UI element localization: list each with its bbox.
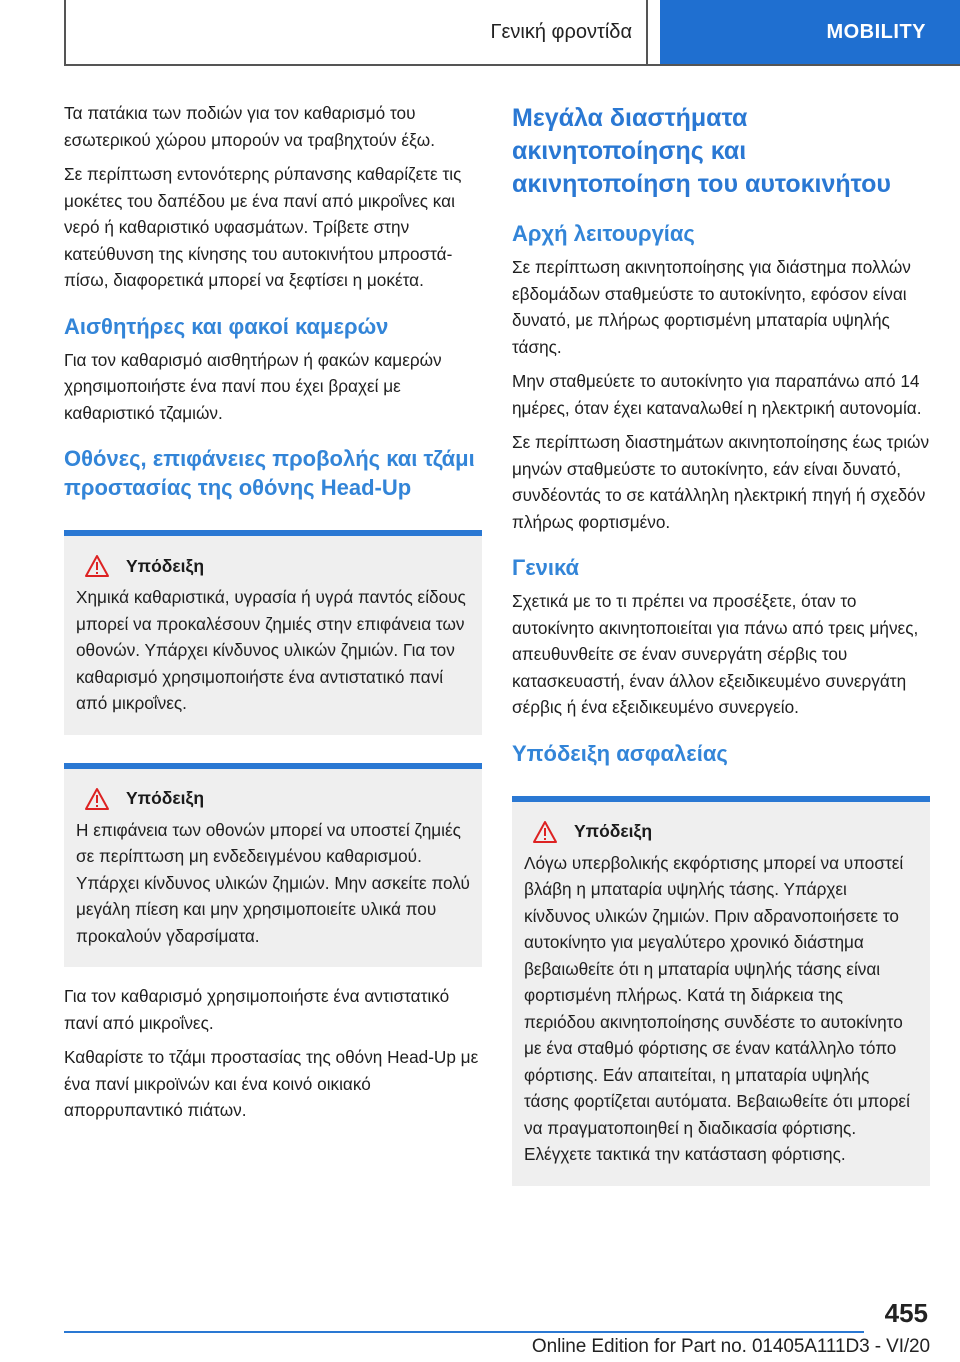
warning-note	[512, 796, 930, 1186]
note-header	[76, 554, 470, 578]
note-title: Υπόδειξη	[126, 788, 205, 808]
heading-screens: Οθόνες, επιφάνειες προβολής και τζάμι προστασίας της οθόνης Head-Up	[64, 446, 475, 500]
warning-note	[64, 530, 482, 735]
heading-safety: Υπόδειξη ασφαλείας	[512, 740, 728, 766]
section-title: Γενική φροντίδα	[66, 0, 648, 64]
page-number: 455	[884, 1298, 928, 1328]
chapter-tab: MOBILITY	[660, 0, 960, 64]
paragraph: Για τον καθαρισμό χρησιμοποιήστε ένα αντιστατικό πανί από μικροΐνες.	[64, 986, 450, 1033]
paragraph: Τα πατάκια των ποδιών για τον καθαρισμό του εσωτερικού χώρου μπορούν να τραβηχτούν έξω.	[64, 103, 435, 150]
footer-divider	[64, 1331, 864, 1333]
warning-triangle-icon	[84, 554, 110, 578]
warning-triangle-icon	[532, 820, 558, 844]
note-header	[524, 820, 918, 844]
paragraph: Σε περίπτωση εντονότερης ρύπανσης καθαρίζετε τις μοκέτες του δαπέδου με ένα πανί από μικροΐνες και νερό ή καθαριστικό υφασμάτων. Τρίβετε στην κατεύθυνση της κίνησης του αυτοκινήτου μπροστά-πίσω, διαφορετικά μπορεί να ξεφτίσει η μοκέτα.	[64, 164, 462, 290]
paragraph: Σε περίπτωση διαστημάτων ακινητοποίησης έως τριών μηνών σταθμεύστε το αυτοκίνητο, εάν είναι δυνατό, συνδέοντάς το σε κατάλληλη ηλεκτρική πηγή ή σχεδόν πλήρως φορτισμένο.	[512, 432, 930, 532]
left-column	[64, 100, 482, 1132]
heading-sensors: Αισθητήρες και φακοί καμερών	[64, 313, 389, 339]
heading-principle: Αρχή λειτουργίας	[512, 221, 695, 246]
warning-triangle-icon	[84, 787, 110, 811]
heading-general: Γενικά	[512, 555, 580, 580]
paragraph: Σε περίπτωση ακινητοποίησης για διάστημα πολλών εβδομάδων σταθμεύστε το αυτοκίνητο, εφόσον είναι δυνατό, με πλήρως φορτισμένη μπαταρία υψηλής τάσης.	[512, 257, 911, 357]
note-header	[76, 787, 470, 811]
paragraph: Καθαρίστε το τζάμι προστασίας της οθόνη Head-Up με ένα πανί μικροϊνών και ένα κοινό οικιακό απορρυπαντικό πιάτων.	[64, 1047, 479, 1120]
paragraph: Για τον καθαρισμό αισθητήρων ή φακών καμερών χρησιμοποιήστε ένα πανί που έχει βραχεί με καθαριστικό τζαμιών.	[64, 349, 442, 423]
paragraph: Σχετικά με το τι πρέπει να προσέξετε, όταν το αυτοκίνητο ακινητοποιείται για πάνω από τρεις μήνες, απευθυνθείτε σε έναν συνεργάτη σέρβις του κατασκευαστή, έναν άλλον εξειδικευμένο συνεργάτη σέρβις ή ένα εξειδικευμένο συνεργείο.	[512, 591, 919, 717]
note-text: Λόγω υπερβολικής εκφόρτισης μπορεί να υποστεί βλάβη η μπαταρία υψηλής τάσης. Υπάρχει κίνδυνος υλικών ζημιών. Πριν αδρανοποιήσετε το αυτοκίνητο για μεγαλύτερο χρονικό διάστημα βεβαιωθείτε ότι η μπαταρία υψηλής τάσης είναι φορτισμένη πλήρως. Κατά τη διάρκεια της περιόδου ακινητοποίησης συνδέστε το αυτοκίνητο με ένα σταθμό φόρτισης σε έναν κατάλληλο τόπο φόρτισης. Εάν απαιτείται, η μπαταρία υψηλής τάσης φορτίζεται αυτόματα. Βεβαιωθείτε ότι μπορεί να πραγματοποιηθεί η διαδικασία φόρτισης. Ελέγχετε τακτικά την κατάσταση φόρτισης.	[524, 852, 910, 1164]
edition-footer: Online Edition for Part no. 01405A111D3 - VI/20	[531, 1336, 930, 1357]
note-title: Υπόδειξη	[126, 555, 205, 576]
paragraph: Μην σταθμεύετε το αυτοκίνητο για παραπάνω από 14 ημέρες, όταν έχει καταναλωθεί η ηλεκτρική αυτονομία.	[512, 371, 922, 418]
note-text: Η επιφάνεια των οθονών μπορεί να υποστεί ζημιές σε περίπτωση μη ενδεδειγμένου καθαρισμού. Υπάρχει κίνδυνος υλικών ζημιών. Μην ασκείτε πολύ μεγάλη πίεση και μην χρησιμοποιείτε υλικά που προκαλούν γδαρσίματα.	[76, 819, 470, 946]
note-title: Υπόδειξη	[574, 821, 653, 841]
heading-long-standstill: Μεγάλα διαστήματα ακινητοποίησης και ακινητοποίηση του αυτοκινήτου	[512, 104, 891, 198]
note-text: Χημικά καθαριστικά, υγρασία ή υγρά παντός είδους μπορεί να προκαλέσουν ζημιές στην επιφάνεια των οθονών. Υπάρχει κίνδυνος υλικών ζημιών. Για τον καθαρισμό χρησιμοποιήστε ένα αντιστατικό πανί από μικροΐνες.	[76, 587, 466, 713]
warning-note	[64, 763, 482, 968]
page-header	[0, 0, 960, 66]
right-column	[512, 100, 930, 1202]
